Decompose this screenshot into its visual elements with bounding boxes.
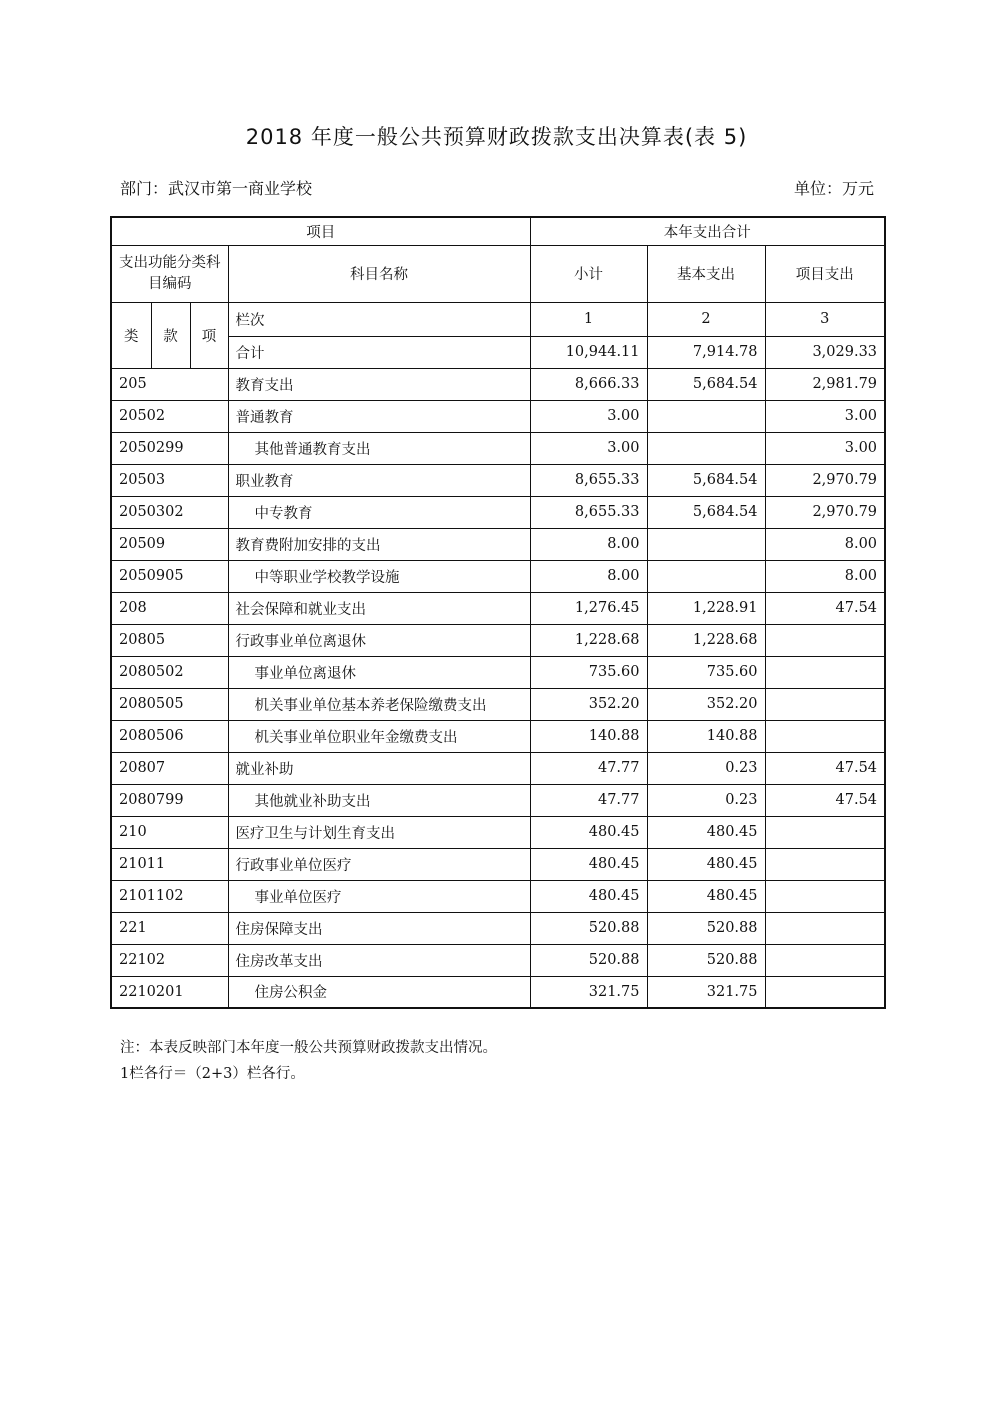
row-code: 2101102 xyxy=(111,880,228,912)
row-basic xyxy=(647,400,765,432)
expenditure-table xyxy=(110,216,886,1009)
row-project: 47.54 xyxy=(765,592,885,624)
row-name: 机关事业单位职业年金缴费支出 xyxy=(228,720,530,752)
table-row xyxy=(111,528,885,560)
header-item: 项目 xyxy=(111,217,530,245)
row-project: 3.00 xyxy=(765,400,885,432)
row-name: 行政事业单位离退休 xyxy=(228,624,530,656)
row-project: 3.00 xyxy=(765,432,885,464)
row-project: 47.54 xyxy=(765,784,885,816)
row-basic: 1,228.91 xyxy=(647,592,765,624)
header-xiang: 项 xyxy=(190,302,228,368)
row-code: 20503 xyxy=(111,464,228,496)
row-subtotal: 3.00 xyxy=(530,432,647,464)
header-lanci: 栏次 xyxy=(228,302,530,336)
row-basic: 520.88 xyxy=(647,944,765,976)
row-basic: 0.23 xyxy=(647,784,765,816)
header-col2: 2 xyxy=(647,302,765,336)
header-row-2 xyxy=(111,245,885,302)
table-row xyxy=(111,784,885,816)
row-code: 2050302 xyxy=(111,496,228,528)
row-name: 中专教育 xyxy=(228,496,530,528)
row-code: 2210201 xyxy=(111,976,228,1008)
row-name: 教育费附加安排的支出 xyxy=(228,528,530,560)
row-subtotal: 140.88 xyxy=(530,720,647,752)
row-code: 208 xyxy=(111,592,228,624)
row-subtotal: 480.45 xyxy=(530,816,647,848)
row-name: 其他就业补助支出 xyxy=(228,784,530,816)
table-row xyxy=(111,912,885,944)
row-name: 社会保障和就业支出 xyxy=(228,592,530,624)
row-subtotal: 1,228.68 xyxy=(530,624,647,656)
table-row xyxy=(111,976,885,1008)
row-name: 中等职业学校教学设施 xyxy=(228,560,530,592)
row-project xyxy=(765,624,885,656)
row-project xyxy=(765,720,885,752)
note-line-2: 1栏各行＝（2+3）栏各行。 xyxy=(120,1066,305,1082)
row-basic: 1,228.68 xyxy=(647,624,765,656)
row-name: 其他普通教育支出 xyxy=(228,432,530,464)
row-basic xyxy=(647,528,765,560)
row-subtotal: 352.20 xyxy=(530,688,647,720)
note-line-1: 注：本表反映部门本年度一般公共预算财政拨款支出情况。 xyxy=(120,1040,497,1056)
row-basic: 140.88 xyxy=(647,720,765,752)
table-row xyxy=(111,880,885,912)
table-row xyxy=(111,720,885,752)
row-name: 事业单位医疗 xyxy=(228,880,530,912)
table-row xyxy=(111,752,885,784)
row-code: 221 xyxy=(111,912,228,944)
row-code: 210 xyxy=(111,816,228,848)
row-project: 2,970.79 xyxy=(765,464,885,496)
total-label: 合计 xyxy=(228,336,530,368)
row-name: 住房保障支出 xyxy=(228,912,530,944)
row-code: 2080506 xyxy=(111,720,228,752)
row-code: 2080799 xyxy=(111,784,228,816)
row-basic: 480.45 xyxy=(647,880,765,912)
row-project xyxy=(765,848,885,880)
department-label: 部门：武汉市第一商业学校 xyxy=(120,179,313,198)
row-basic: 5,684.54 xyxy=(647,368,765,400)
header-row-1 xyxy=(111,217,885,245)
row-subtotal: 47.77 xyxy=(530,784,647,816)
row-project xyxy=(765,912,885,944)
row-subtotal: 8,655.33 xyxy=(530,464,647,496)
row-code: 21011 xyxy=(111,848,228,880)
table-row xyxy=(111,592,885,624)
row-project: 2,981.79 xyxy=(765,368,885,400)
table-row xyxy=(111,368,885,400)
row-project: 8.00 xyxy=(765,528,885,560)
row-basic: 480.45 xyxy=(647,848,765,880)
row-project xyxy=(765,880,885,912)
row-project: 2,970.79 xyxy=(765,496,885,528)
row-subtotal: 8.00 xyxy=(530,560,647,592)
row-subtotal: 8,655.33 xyxy=(530,496,647,528)
row-subtotal: 321.75 xyxy=(530,976,647,1008)
row-name: 就业补助 xyxy=(228,752,530,784)
total-row xyxy=(111,336,885,368)
row-subtotal: 480.45 xyxy=(530,880,647,912)
table-row xyxy=(111,400,885,432)
table-row xyxy=(111,624,885,656)
row-code: 22102 xyxy=(111,944,228,976)
header-col1: 1 xyxy=(530,302,647,336)
unit-label: 单位：万元 xyxy=(793,179,874,198)
row-subtotal: 1,276.45 xyxy=(530,592,647,624)
row-project xyxy=(765,688,885,720)
row-subtotal: 480.45 xyxy=(530,848,647,880)
header-code-col: 支出功能分类科目编码 xyxy=(111,245,228,302)
row-project xyxy=(765,976,885,1008)
row-code: 2080505 xyxy=(111,688,228,720)
row-basic xyxy=(647,560,765,592)
row-basic: 352.20 xyxy=(647,688,765,720)
row-basic: 5,684.54 xyxy=(647,496,765,528)
header-total-group: 本年支出合计 xyxy=(530,217,885,245)
total-basic: 7,914.78 xyxy=(647,336,765,368)
table-row xyxy=(111,560,885,592)
row-name: 住房公积金 xyxy=(228,976,530,1008)
table-row xyxy=(111,656,885,688)
table-row xyxy=(111,848,885,880)
row-basic: 5,684.54 xyxy=(647,464,765,496)
table-row xyxy=(111,432,885,464)
row-subtotal: 8.00 xyxy=(530,528,647,560)
row-subtotal: 520.88 xyxy=(530,944,647,976)
row-name: 事业单位离退休 xyxy=(228,656,530,688)
row-subtotal: 3.00 xyxy=(530,400,647,432)
total-project: 3,029.33 xyxy=(765,336,885,368)
page-title: 2018 年度一般公共预算财政拨款支出决算表(表 5) xyxy=(245,125,748,149)
table-row xyxy=(111,816,885,848)
header-lei: 类 xyxy=(111,302,151,368)
row-basic: 0.23 xyxy=(647,752,765,784)
row-code: 20807 xyxy=(111,752,228,784)
table-row xyxy=(111,464,885,496)
row-name: 医疗卫生与计划生育支出 xyxy=(228,816,530,848)
row-subtotal: 735.60 xyxy=(530,656,647,688)
row-subtotal: 520.88 xyxy=(530,912,647,944)
row-name: 行政事业单位医疗 xyxy=(228,848,530,880)
row-name: 普通教育 xyxy=(228,400,530,432)
row-code: 2080502 xyxy=(111,656,228,688)
table-row xyxy=(111,688,885,720)
row-basic: 735.60 xyxy=(647,656,765,688)
row-code: 205 xyxy=(111,368,228,400)
row-basic: 321.75 xyxy=(647,976,765,1008)
row-subtotal: 47.77 xyxy=(530,752,647,784)
row-code: 20502 xyxy=(111,400,228,432)
row-name: 教育支出 xyxy=(228,368,530,400)
row-project: 47.54 xyxy=(765,752,885,784)
row-project xyxy=(765,816,885,848)
header-subtotal: 小计 xyxy=(530,245,647,302)
row-subtotal: 8,666.33 xyxy=(530,368,647,400)
row-code: 20805 xyxy=(111,624,228,656)
table-row xyxy=(111,944,885,976)
header-name-col: 科目名称 xyxy=(228,245,530,302)
row-basic: 520.88 xyxy=(647,912,765,944)
header-project: 项目支出 xyxy=(765,245,885,302)
row-name: 住房改革支出 xyxy=(228,944,530,976)
row-project xyxy=(765,944,885,976)
total-subtotal: 10,944.11 xyxy=(530,336,647,368)
header-col3: 3 xyxy=(765,302,885,336)
row-code: 2050905 xyxy=(111,560,228,592)
row-name: 职业教育 xyxy=(228,464,530,496)
row-basic xyxy=(647,432,765,464)
header-kuan: 款 xyxy=(151,302,190,368)
header-row-3 xyxy=(111,302,885,336)
table-row xyxy=(111,496,885,528)
row-basic: 480.45 xyxy=(647,816,765,848)
row-project xyxy=(765,656,885,688)
row-code: 2050299 xyxy=(111,432,228,464)
row-project: 8.00 xyxy=(765,560,885,592)
header-basic: 基本支出 xyxy=(647,245,765,302)
row-code: 20509 xyxy=(111,528,228,560)
row-name: 机关事业单位基本养老保险缴费支出 xyxy=(228,688,530,720)
